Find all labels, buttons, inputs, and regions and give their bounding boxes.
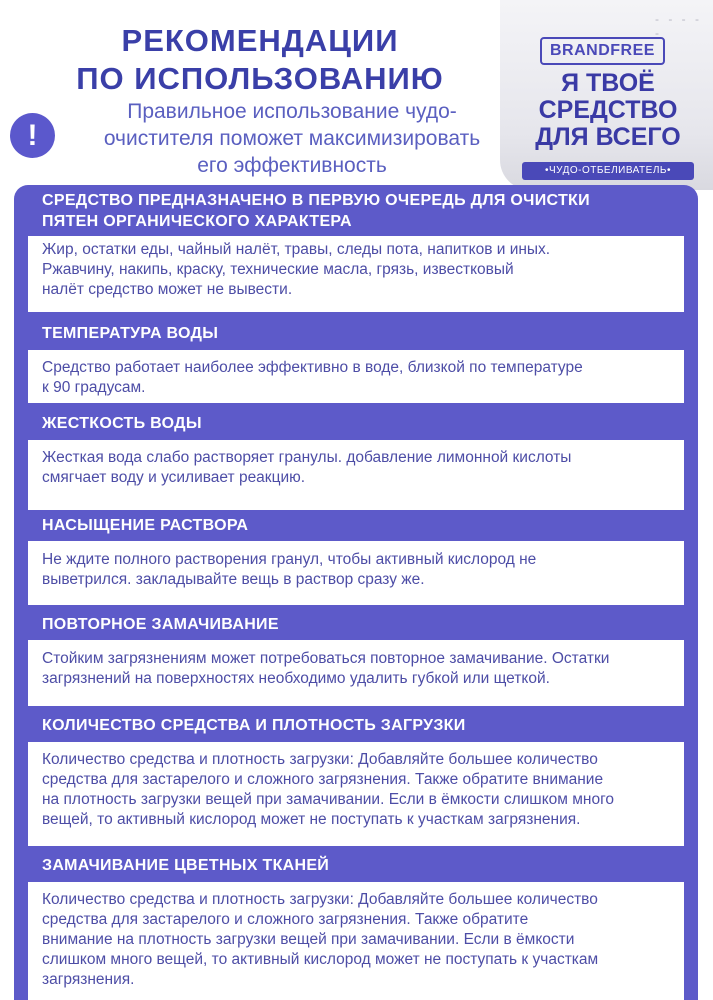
slogan-line: СРЕДСТВО bbox=[538, 96, 678, 124]
section-text bbox=[42, 358, 682, 398]
header bbox=[0, 0, 713, 190]
section-text-line: Не ждите полного растворения гранул, чтобы активный кислород не bbox=[42, 551, 537, 568]
subtitle bbox=[82, 98, 502, 179]
section-text-line: налёт средство может не вывести. bbox=[42, 281, 293, 298]
section-title bbox=[42, 855, 642, 876]
section-title-line: НАСЫЩЕНИЕ РАСТВОРА bbox=[42, 517, 249, 534]
section-text-line: Стойким загрязнениям может потребоваться повторное замачивание. Остатки bbox=[42, 650, 610, 667]
slogan-line: ДЛЯ ВСЕГО bbox=[535, 123, 681, 151]
section-title-line: ПЯТЕН ОРГАНИЧЕСКОГО ХАРАКТЕРА bbox=[42, 213, 352, 230]
subtitle-line: Правильное использование чудо- bbox=[127, 100, 457, 123]
exclamation-icon: ! bbox=[10, 113, 55, 158]
section-text-line: загрязнения. bbox=[42, 971, 135, 988]
section-text-line: внимание на плотность загрузки вещей при замачивании. Если в ёмкости bbox=[42, 931, 575, 948]
section-text-line: Количество средства и плотность загрузки: Добавляйте большее количество bbox=[42, 751, 598, 768]
section-title-line: СРЕДСТВО ПРЕДНАЗНАЧЕНО В ПЕРВУЮ ОЧЕРЕДЬ ДЛЯ ОЧИСТКИ bbox=[42, 192, 590, 209]
section-title-line: ПОВТОРНОЕ ЗАМАЧИВАНИЕ bbox=[42, 616, 279, 633]
title-line: ПО ИСПОЛЬЗОВАНИЮ bbox=[76, 61, 444, 96]
section-title bbox=[42, 715, 642, 736]
section-text-line: Количество средства и плотность загрузки: Добавляйте большее количество bbox=[42, 891, 598, 908]
section-text-line: загрязнений на поверхностях необходимо удалить губкой или щеткой. bbox=[42, 670, 550, 687]
section-text-line: Средство работает наиболее эффективно в воде, близкой по температуре bbox=[42, 359, 583, 376]
section-title-line: ЗАМАЧИВАНИЕ ЦВЕТНЫХ ТКАНЕЙ bbox=[42, 857, 330, 874]
section-text-line: смягчает воду и усиливает реакцию. bbox=[42, 469, 306, 486]
section-text-line: на плотность загрузки вещей при замачивании. Если в ёмкости слишком много bbox=[42, 791, 615, 808]
section-text bbox=[42, 649, 682, 689]
section-text-line: средства для застарелого и сложного загрязнения. Также обратите внимание bbox=[42, 771, 604, 788]
title-line: РЕКОМЕНДАЦИИ bbox=[121, 23, 399, 58]
section-text-line: слишком много вещей, то активный кислород может не поступать к участкам bbox=[42, 951, 599, 968]
section-title bbox=[42, 413, 642, 434]
section-title bbox=[42, 190, 642, 232]
section-title bbox=[42, 614, 642, 635]
section-text bbox=[42, 240, 682, 300]
section-title-line: ЖЕСТКОСТЬ ВОДЫ bbox=[42, 415, 202, 432]
section-text-line: выветрился. закладывайте вещь в раствор сразу же. bbox=[42, 571, 425, 588]
product-package-image bbox=[500, 0, 713, 190]
section-text-line: средства для застарелого и сложного загрязнения. Также обратите bbox=[42, 911, 529, 928]
subtitle-line: очистителя поможет максимизировать bbox=[103, 127, 481, 150]
slogan-line: Я ТВОЁ bbox=[561, 69, 655, 97]
section-text bbox=[42, 890, 682, 990]
section-text-line: Жир, остатки еды, чайный налёт, травы, следы пота, напитков и иных. bbox=[42, 241, 551, 258]
section-text bbox=[42, 750, 682, 830]
section-title bbox=[42, 323, 642, 344]
section-title-line: ТЕМПЕРАТУРА ВОДЫ bbox=[42, 325, 219, 342]
package-slogan bbox=[523, 70, 693, 151]
section-text bbox=[42, 550, 682, 590]
section-text bbox=[42, 448, 682, 488]
package-seal-mark: - - - - - bbox=[655, 12, 702, 40]
section-text-line: к 90 градусам. bbox=[42, 379, 146, 396]
page-title bbox=[40, 22, 480, 98]
section-title bbox=[42, 515, 642, 536]
section-text-line: Жесткая вода слабо растворяет гранулы. добавление лимонной кислоты bbox=[42, 449, 572, 466]
section-title-line: КОЛИЧЕСТВО СРЕДСТВА И ПЛОТНОСТЬ ЗАГРУЗКИ bbox=[42, 717, 466, 734]
package-brand-label: BRANDFREE bbox=[540, 37, 665, 65]
package-tagline: •ЧУДО-ОТБЕЛИВАТЕЛЬ• bbox=[522, 162, 694, 180]
section-text-line: вещей, то активный кислород может не поступать к участкам загрязнения. bbox=[42, 811, 581, 828]
subtitle-line: его эффективность bbox=[197, 154, 387, 177]
section-text-line: Ржавчину, накипь, краску, технические масла, грязь, известковый bbox=[42, 261, 514, 278]
